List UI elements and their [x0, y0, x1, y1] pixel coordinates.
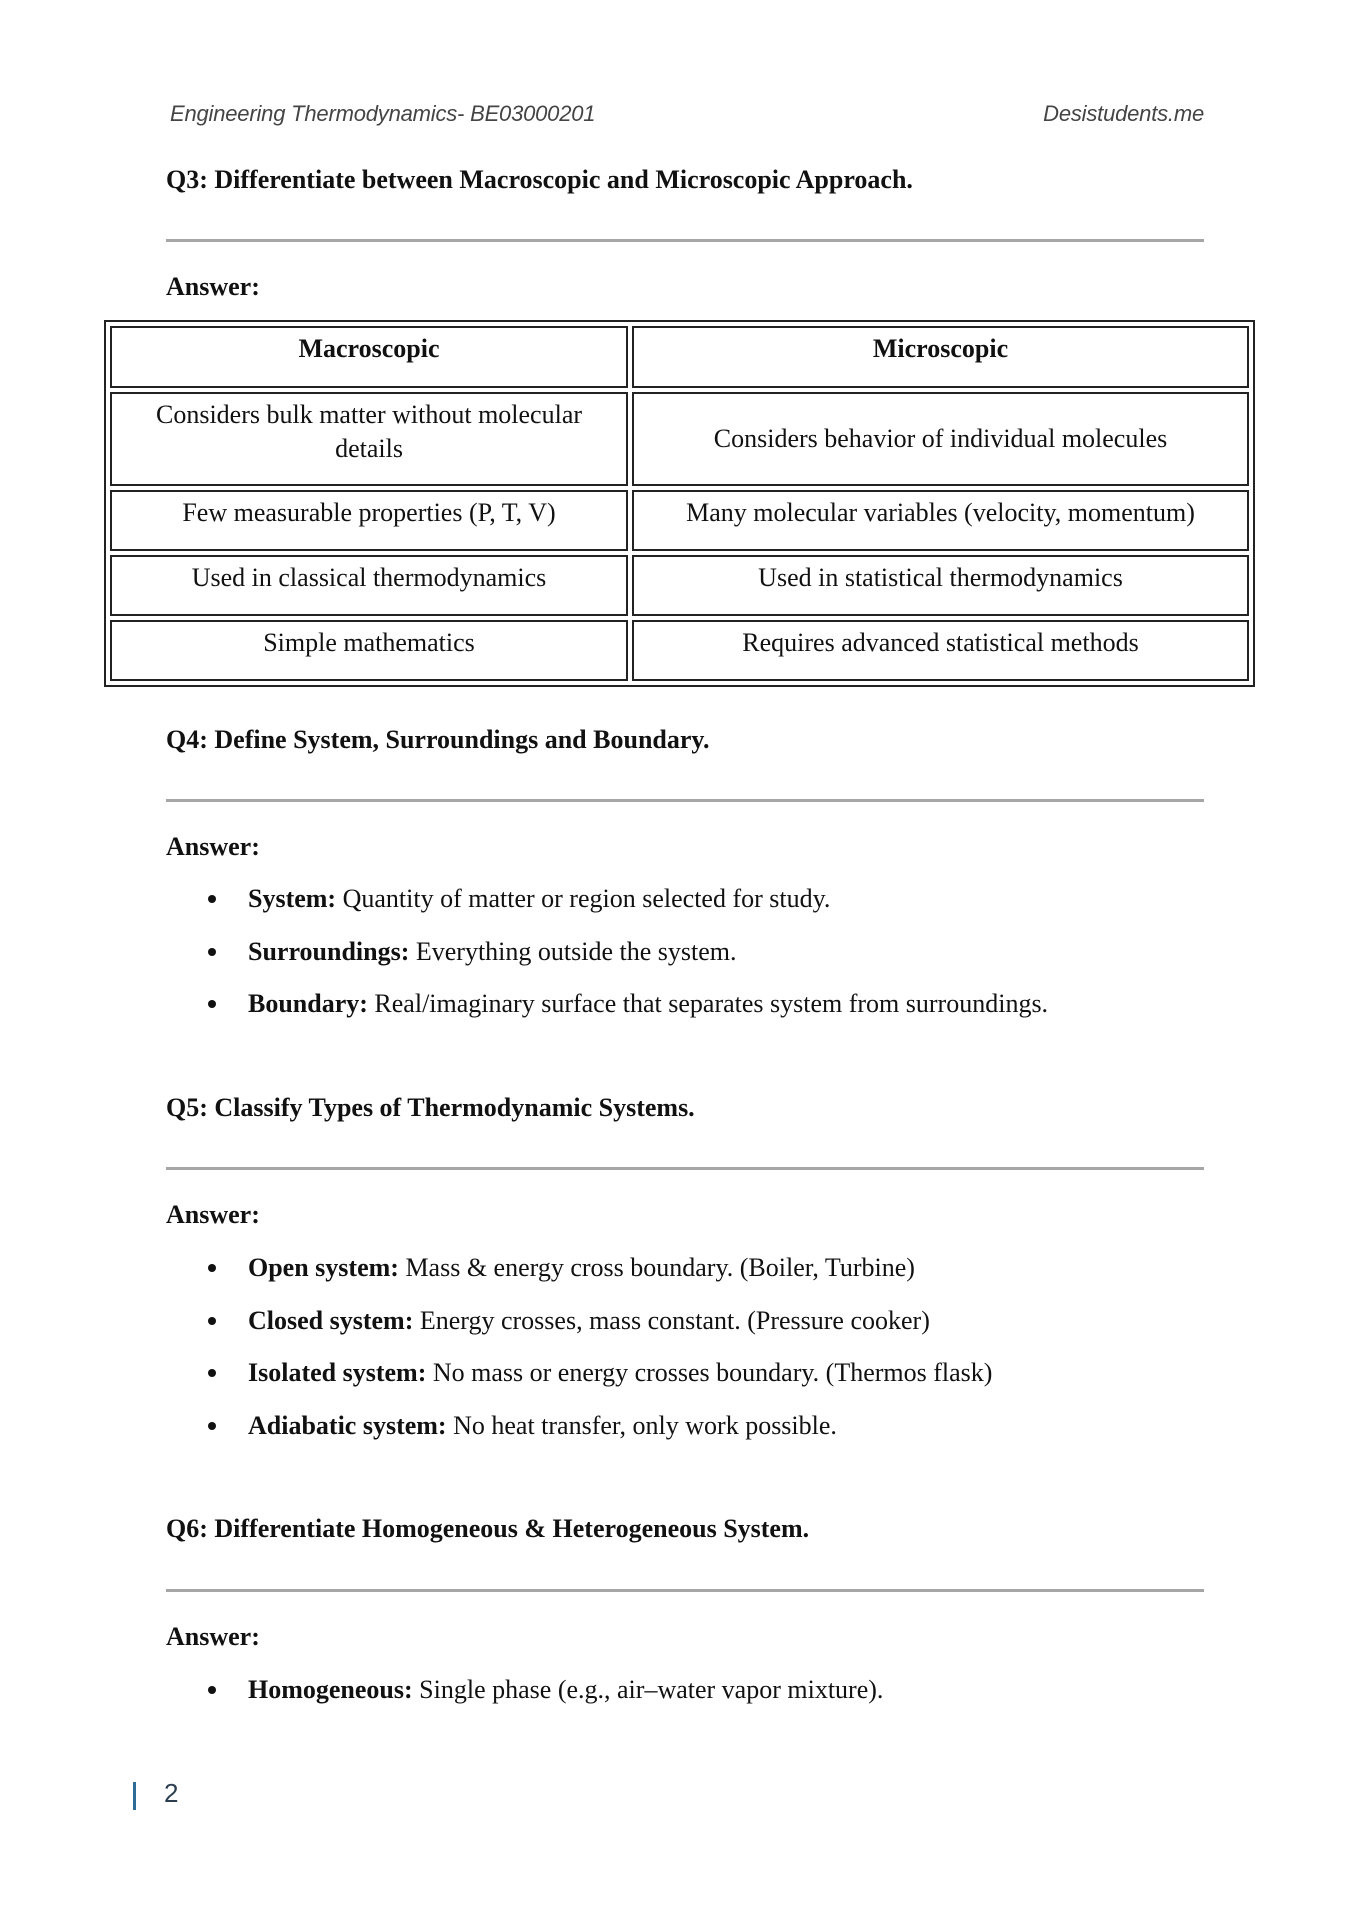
table-row — [110, 392, 1249, 486]
comparison-table — [104, 320, 1255, 687]
page-number: 2 — [164, 1778, 179, 1808]
table-cell: Simple mathematics — [110, 620, 628, 681]
bullet-icon — [208, 1422, 216, 1430]
answer-label-q3: Answer: — [166, 272, 260, 301]
bullet-icon — [208, 1000, 216, 1008]
list-item — [166, 1251, 1266, 1304]
running-header-site: Desistudents.me — [1043, 101, 1204, 126]
list-item-text: No mass or energy crosses boundary. (Thermos flask) — [426, 1358, 993, 1387]
bullet-icon — [208, 948, 216, 956]
answer-label-q4: Answer: — [166, 832, 260, 861]
page-number-accent-bar — [133, 1782, 136, 1810]
bullet-icon — [208, 1369, 216, 1377]
answer-label-q5: Answer: — [166, 1200, 260, 1229]
definition-list-q6 — [166, 1673, 1266, 1726]
table-header-row — [110, 326, 1249, 388]
list-item-term: Closed system: — [248, 1305, 414, 1335]
table-cell: Many molecular variables (velocity, momentum) — [632, 490, 1249, 551]
running-header-course: Engineering Thermodynamics- BE03000201 — [170, 101, 596, 126]
list-item — [166, 1409, 1266, 1462]
table-header-macroscopic: Macroscopic — [110, 326, 628, 388]
divider-q5 — [166, 1167, 1204, 1170]
list-item — [166, 935, 1266, 988]
list-item — [166, 987, 1266, 1040]
list-item-text: Quantity of matter or region selected for study. — [336, 884, 831, 913]
answer-label-q6: Answer: — [166, 1622, 260, 1651]
table-row — [110, 555, 1249, 616]
list-item-text: Real/imaginary surface that separates system from surroundings. — [367, 989, 1049, 1018]
question-title-q3: Q3: Differentiate between Macroscopic and Microscopic Approach. — [166, 165, 913, 194]
table-cell: Used in statistical thermodynamics — [632, 555, 1249, 616]
table-cell: Considers behavior of individual molecules — [632, 392, 1249, 486]
question-title-q6: Q6: Differentiate Homogeneous & Heterogeneous System. — [166, 1514, 810, 1543]
definition-list-q5 — [166, 1251, 1266, 1461]
table-cell: Used in classical thermodynamics — [110, 555, 628, 616]
divider-q4 — [166, 799, 1204, 802]
list-item — [166, 1304, 1266, 1357]
definition-list-q4 — [166, 882, 1266, 1040]
table-cell: Considers bulk matter without molecular details — [110, 392, 628, 486]
list-item — [166, 882, 1266, 935]
list-item-term: Isolated system: — [248, 1358, 427, 1387]
list-item-text: Everything outside the system. — [409, 936, 737, 966]
bullet-icon — [208, 1686, 216, 1694]
bullet-icon — [208, 895, 216, 903]
divider-q6 — [166, 1589, 1204, 1592]
table-row — [110, 620, 1249, 681]
list-item-term: Adiabatic system: — [248, 1410, 447, 1440]
list-item-text: Mass & energy cross boundary. (Boiler, Turbine) — [398, 1253, 915, 1282]
table-cell: Requires advanced statistical methods — [632, 620, 1249, 681]
table-row — [110, 490, 1249, 551]
list-item-term: Surroundings: — [248, 936, 410, 966]
table-cell: Few measurable properties (P, T, V) — [110, 490, 628, 551]
list-item — [166, 1356, 1266, 1409]
list-item-text: Energy crosses, mass constant. (Pressure cooker) — [413, 1305, 930, 1335]
list-item-term: Open system: — [248, 1253, 399, 1282]
list-item-term: Homogeneous: — [248, 1675, 413, 1704]
bullet-icon — [208, 1317, 216, 1325]
list-item-text: Single phase (e.g., air–water vapor mixture). — [412, 1675, 884, 1704]
table-header-microscopic: Microscopic — [632, 326, 1249, 388]
list-item-term: System: — [248, 884, 337, 913]
list-item-term: Boundary: — [248, 989, 368, 1018]
divider-q3 — [166, 239, 1204, 242]
question-title-q4: Q4: Define System, Surroundings and Boundary. — [166, 725, 710, 754]
bullet-icon — [208, 1264, 216, 1272]
question-title-q5: Q5: Classify Types of Thermodynamic Systems. — [166, 1093, 695, 1122]
list-item — [166, 1673, 1266, 1726]
list-item-text: No heat transfer, only work possible. — [446, 1410, 837, 1440]
